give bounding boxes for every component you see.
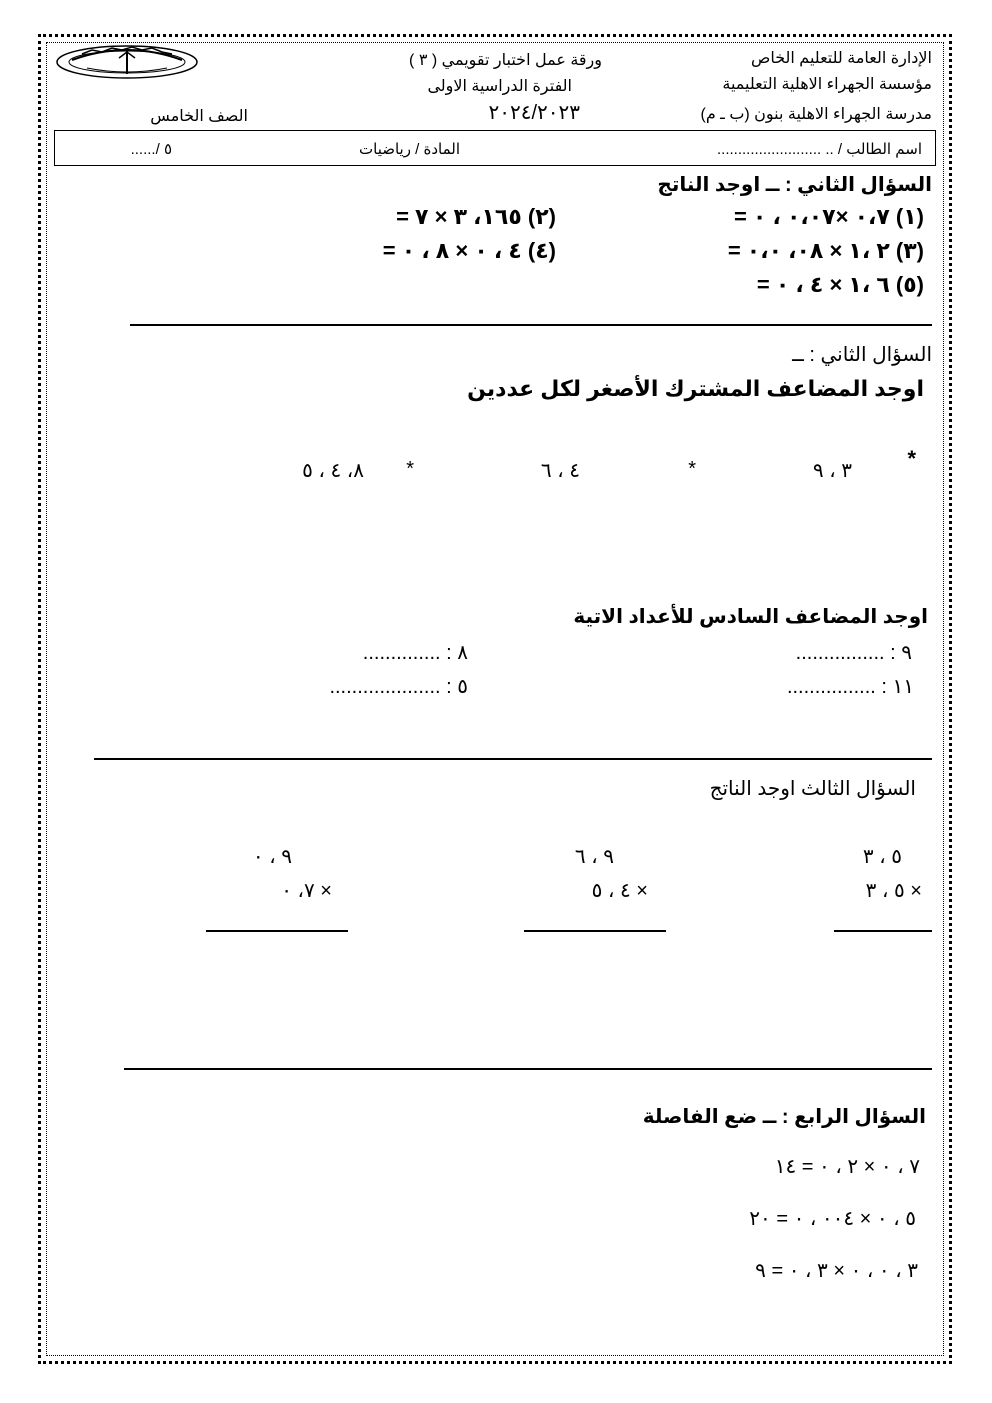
q3-p1-bottom: × ٥ ، ٣ [865, 880, 922, 902]
student-name-field[interactable]: اسم الطالب / .. ......................... [717, 141, 922, 158]
q4-item-3: ٣ ، ٠ ، ٠ × ٣ ، ٠ = ٩ [755, 1260, 918, 1282]
divider-1 [130, 324, 932, 326]
divider-3 [124, 1068, 932, 1070]
sixth-item-8[interactable]: ٨ : .............. [362, 642, 468, 664]
q4-title: السؤال الرابع : ــ ضع الفاصلة [642, 1106, 926, 1128]
header-year: ٢٠٢٤/٢٠٢٣ [488, 102, 580, 124]
header-grade: الصف الخامس [150, 108, 248, 125]
q2-sixth-title: اوجد المضاعف السادس للأعداد الاتية [573, 606, 928, 628]
score-field[interactable]: ٥ /...... [130, 141, 172, 158]
q2-star-3: * [406, 458, 414, 480]
q3-p1-top: ٥ ، ٣ [862, 846, 902, 868]
q2-star-1: * [907, 446, 916, 471]
q1-item-1: (١) ٠،٧ ×٠،٠٧ ، ٠ = [733, 204, 924, 229]
header-period: الفترة الدراسية الاولى [427, 78, 572, 95]
header-school: مدرسة الجهراء الاهلية بنون (ب ـ م) [700, 106, 932, 123]
sixth-item-11[interactable]: ١١ : ................ [786, 676, 914, 698]
q3-p3-answer-line[interactable] [206, 930, 348, 932]
q3-p2-top: ٩ ، ٦ [574, 846, 614, 868]
q3-title: السؤال الثالث اوجد الناتج [709, 778, 916, 800]
q1-item-3: (٣) ٢ ،١ × ٠٨، ٠،٠ = [727, 238, 924, 263]
q2-pair-3: ٨، ٤ ، ٥ [302, 460, 364, 482]
school-logo [52, 40, 202, 80]
q4-item-2: ٥ ، ٠ × ٠٠٤ ، ٠ = ٢٠ [749, 1208, 916, 1230]
subject-label: المادة / رياضيات [359, 141, 460, 158]
divider-2 [94, 758, 932, 760]
q4-item-1: ٧ ، ٠ × ٢ ، ٠ = ١٤ [774, 1156, 920, 1178]
header-foundation: مؤسسة الجهراء الاهلية التعليمية [722, 76, 932, 93]
q2-star-2: * [688, 458, 696, 480]
sixth-item-9[interactable]: ٩ : ................ [795, 642, 912, 664]
q1-item-2: (٢) ١٦٥، ٣ × ٧ = [396, 204, 556, 229]
q2-pair-1: ٣ ، ٩ [812, 460, 852, 482]
q1-title: السؤال الثاني : ــ اوجد الناتج [657, 174, 932, 196]
q1-item-4: (٤) ٤ ، ٠ × ٨ ، ٠ = [382, 238, 556, 263]
q2-title: السؤال الثاني : ــ [792, 344, 932, 366]
q2-pair-2: ٤ ، ٦ [540, 460, 580, 482]
q1-item-5: (٥) ٦ ،١ × ٤ ، ٠ = [756, 272, 924, 297]
q3-p1-answer-line[interactable] [834, 930, 932, 932]
q3-p3-top: ٩ ، ٠ [252, 846, 292, 868]
header-worksheet: ورقة عمل اختبار تقويمي ( ٣ ) [409, 52, 602, 69]
q2-subtitle: اوجد المضاعف المشترك الأصغر لكل عددين [467, 376, 924, 401]
sixth-item-5[interactable]: ٥ : .................... [329, 676, 468, 698]
q3-p2-bottom: × ٤ ، ٥ [591, 880, 648, 902]
q3-p2-answer-line[interactable] [524, 930, 666, 932]
header-admin: الإدارة العامة للتعليم الخاص [750, 50, 932, 67]
q3-p3-bottom: × ٧، ٠ [281, 880, 332, 902]
